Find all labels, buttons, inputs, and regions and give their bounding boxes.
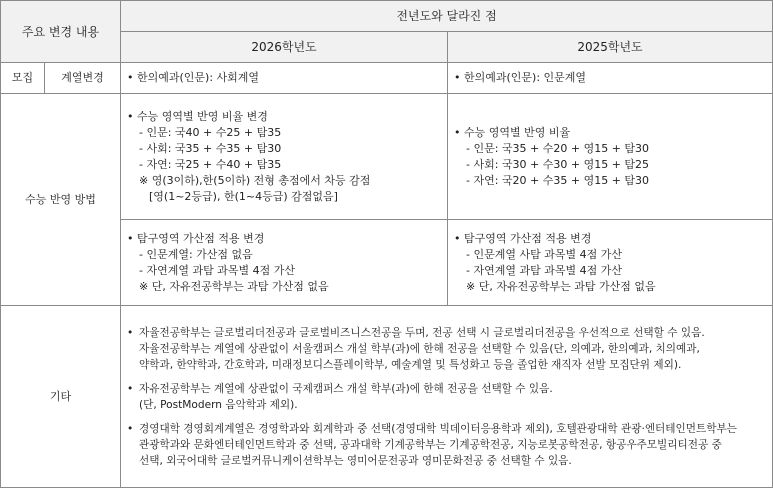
csat-ratio-2026-line: - 자연: 국25 + 수40 + 탐35 — [139, 157, 282, 171]
row-label-etc: 기타 — [1, 306, 121, 488]
csat-bonus-2026-line: - 인문계열: 가산점 없음 — [139, 247, 253, 261]
csat-bonus-2025-line: - 인문계열 사탐 과목별 4점 가산 — [466, 247, 622, 261]
csat-ratio-2026-line: - 인문: 국40 + 수25 + 탐35 — [139, 125, 282, 139]
etc-line: 경영대학 경영회계계열은 경영학과와 회계학과 중 선택(경영대학 빅데이터응용학과 제외), 호텔관광대학 관광·엔터테인먼트학부는 — [139, 422, 737, 435]
row-sublabel-track-change: 계열변경 — [45, 63, 121, 94]
etc-bullet-item — [127, 421, 766, 469]
csat-ratio-2025-line: - 인문: 국35 + 수20 + 영15 + 탐30 — [466, 141, 650, 155]
etc-content-cell — [121, 306, 773, 488]
recruit-2025-text: • 한의예과(인문): 인문계열 — [454, 71, 587, 84]
csat-bonus-2025-line: - 자연계열 과탐 과목별 4점 가산 — [466, 263, 622, 277]
csat-bonus-2025-note: ※ 단, 자유전공학부는 과탐 가산점 없음 — [466, 279, 656, 293]
csat-ratio-2026-note: ※ 영(3이하),한(5이하) 전형 총점에서 차등 감점 — [139, 173, 371, 187]
csat-ratio-2026-note: [영(1~2등급), 한(1~4등급) 감점없음] — [149, 189, 338, 203]
row-label-recruit: 모집 — [1, 63, 45, 94]
csat-ratio-2025-title: • 수능 영역별 반영 비율 — [454, 125, 571, 139]
csat-ratio-2026-line: - 사회: 국35 + 수35 + 탐30 — [139, 141, 282, 155]
csat-ratio-2025-line: - 자연: 국20 + 수35 + 영15 + 탐30 — [466, 173, 650, 187]
header-year-2026: 2026학년도 — [121, 32, 448, 63]
header-year-2025: 2025학년도 — [448, 32, 773, 63]
recruit-2025-cell — [448, 63, 773, 94]
etc-bullet-item — [127, 381, 766, 413]
header-diff-from-last-year: 전년도와 달라진 점 — [121, 1, 773, 32]
bullet-dot-icon: • — [127, 422, 134, 435]
bullet-dot-icon: • — [127, 382, 134, 395]
bullet-dot-icon: • — [127, 326, 134, 339]
etc-line: 자유전공학부는 계열에 상관없이 국제캠퍼스 개설 학부(과)에 한해 전공을 선택할 수 있음. — [139, 382, 553, 395]
recruit-2026-text: • 한의예과(인문): 사회계열 — [127, 71, 260, 84]
csat-bonus-2025-cell — [448, 220, 773, 306]
csat-ratio-2025-line: - 사회: 국30 + 수30 + 영15 + 탐25 — [466, 157, 650, 171]
csat-bonus-2025-title: • 탐구영역 가산점 적용 변경 — [454, 231, 592, 245]
csat-ratio-2026-cell — [121, 94, 448, 220]
recruit-2026-cell — [121, 63, 448, 94]
etc-line: 자율전공학부는 글로벌리더전공과 글로벌비즈니스전공을 두며, 전공 선택 시 글로벌리더전공을 우선적으로 선택할 수 있음. — [139, 326, 705, 339]
etc-line: 약학과, 한약학과, 간호학과, 미래정보디스플레이학부, 예술계열 및 특성화고 등을 졸업한 재직자 선발 모집단위 제외). — [139, 358, 682, 371]
etc-line: 관광학과와 문화엔터테인먼트학과 중 선택, 공과대학 기계공학부는 기계공학전공, 지능로봇공학전공, 항공우주모빌리티전공 중 — [139, 438, 722, 451]
header-main-changes: 주요 변경 내용 — [1, 1, 121, 63]
row-label-csat: 수능 반영 방법 — [1, 94, 121, 306]
csat-ratio-2026-title: • 수능 영역별 반영 비율 변경 — [127, 109, 268, 123]
csat-bonus-2026-title: • 탐구영역 가산점 적용 변경 — [127, 231, 265, 245]
csat-ratio-2025-cell — [448, 94, 773, 220]
csat-bonus-2026-line: - 자연계열 과탐 과목별 4점 가산 — [139, 263, 295, 277]
etc-line: (단, PostModern 음악학과 제외). — [139, 398, 298, 411]
csat-bonus-2026-note: ※ 단, 자유전공학부는 과탐 가산점 없음 — [139, 279, 329, 293]
etc-line: 선택, 외국어대학 글로벌커뮤니케이션학부는 영미어문전공과 영미문화전공 중 선택할 수 있음. — [139, 454, 572, 467]
etc-bullet-item — [127, 325, 766, 373]
etc-line: 자율전공학부는 계열에 상관없이 서울캠퍼스 개설 학부(과)에 한해 전공을 선택할 수 있음(단, 의예과, 한의예과, 치의예과, — [139, 342, 700, 355]
csat-bonus-2026-cell — [121, 220, 448, 306]
